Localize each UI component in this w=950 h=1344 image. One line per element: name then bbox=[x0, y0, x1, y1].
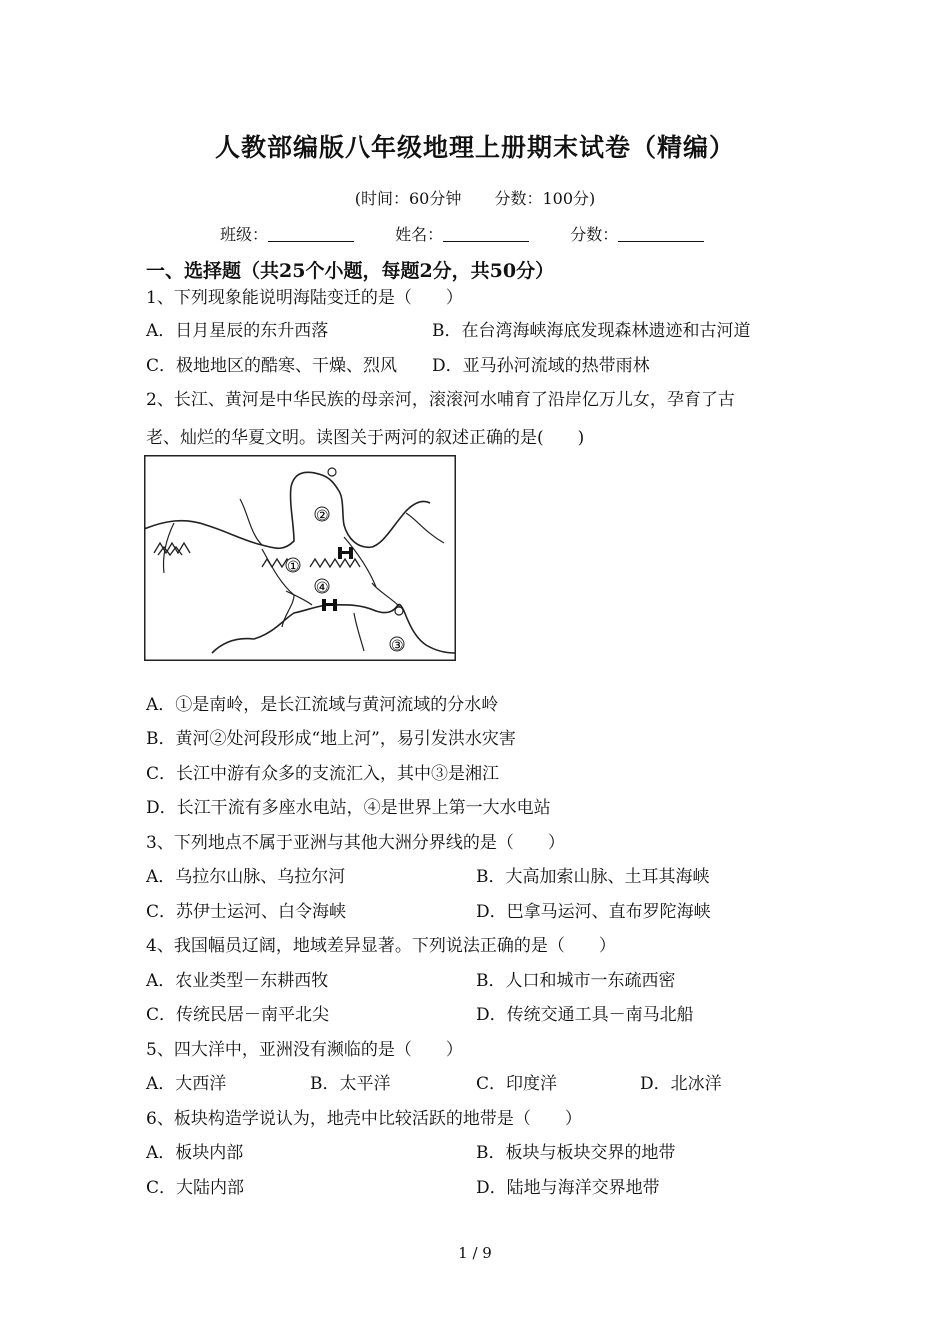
q6-option-d: D．陆地与海洋交界地带 bbox=[476, 1178, 660, 1198]
q1-option-d: D．亚马孙河流域的热带雨林 bbox=[432, 356, 650, 376]
q2-option-b: B．黄河②处河段形成“地上河”，易引发洪水灾害 bbox=[146, 729, 516, 749]
q1-option-b: B．在台湾海峡海底发现森林遗迹和古河道 bbox=[432, 321, 751, 341]
mountain-symbol bbox=[154, 543, 190, 555]
yellow-river-line bbox=[144, 472, 430, 548]
q4-option-d: D．传统交通工具－南马北船 bbox=[476, 1005, 694, 1025]
q5-option-d: D．北冰洋 bbox=[640, 1074, 722, 1094]
q4-stem: 4、我国幅员辽阔，地域差异显著。下列说法正确的是（ ） bbox=[146, 936, 616, 956]
map-label-3: ③ bbox=[391, 638, 404, 654]
q2-option-a: A．①是南岭，是长江流域与黄河流域的分水岭 bbox=[146, 695, 499, 715]
page-title: 人教部编版八年级地理上册期末试卷（精编） bbox=[214, 133, 735, 162]
q2-stem-line2: 老、灿烂的华夏文明。读图关于两河的叙述正确的是( ) bbox=[146, 428, 585, 448]
class-field bbox=[220, 222, 354, 245]
q4-option-b: B．人口和城市一东疏西密 bbox=[476, 971, 676, 991]
q5-option-b: B．太平洋 bbox=[310, 1074, 391, 1094]
q5-stem: 5、四大洋中，亚洲没有濒临的是（ ） bbox=[146, 1040, 463, 1060]
q1-option-a: A．日月星辰的东升西落 bbox=[146, 321, 329, 341]
tributary-line bbox=[286, 591, 312, 605]
tributary-line bbox=[240, 499, 262, 545]
name-label: 姓名： bbox=[395, 225, 444, 244]
q3-option-b: B．大高加索山脉、土耳其海峡 bbox=[476, 867, 710, 887]
score-blank[interactable] bbox=[618, 225, 704, 242]
map-label-2: ② bbox=[316, 508, 329, 524]
map-frame bbox=[145, 456, 456, 661]
q3-option-a: A．乌拉尔山脉、乌拉尔河 bbox=[146, 867, 346, 887]
q5-option-a: A．大西洋 bbox=[146, 1074, 227, 1094]
yangtze-river-line bbox=[212, 604, 455, 653]
lake-marker bbox=[395, 607, 403, 615]
tributary-line bbox=[406, 513, 444, 543]
exam-meta bbox=[0, 186, 950, 209]
lake-marker bbox=[328, 468, 336, 476]
map-label-4: ④ bbox=[316, 580, 329, 596]
exam-total-score: 分数：100分) bbox=[494, 189, 596, 208]
name-blank[interactable] bbox=[443, 225, 529, 242]
score-label: 分数： bbox=[570, 225, 619, 244]
q4-option-c: C．传统民居－南平北尖 bbox=[146, 1005, 330, 1025]
name-field bbox=[395, 222, 529, 245]
mountain-symbol bbox=[310, 559, 360, 567]
q6-option-c: C．大陆内部 bbox=[146, 1178, 245, 1198]
rivers-map bbox=[144, 455, 456, 661]
q3-stem: 3、下列地点不属于亚洲与其他大洲分界线的是（ ） bbox=[146, 833, 565, 853]
q2-option-d: D．长江干流有多座水电站，④是世界上第一大水电站 bbox=[146, 798, 551, 818]
class-blank[interactable] bbox=[268, 225, 354, 242]
q2-option-c: C．长江中游有众多的支流汇入，其中③是湘江 bbox=[146, 764, 500, 784]
q1-option-c: C．极地地区的酷寒、干燥、烈风 bbox=[146, 356, 398, 376]
page-number: 1 / 9 bbox=[458, 1244, 492, 1262]
map-label-1: ① bbox=[287, 559, 300, 575]
q6-option-a: A．板块内部 bbox=[146, 1143, 244, 1163]
score-field bbox=[570, 222, 704, 245]
tributary-line bbox=[354, 613, 364, 651]
class-label: 班级： bbox=[220, 225, 269, 244]
q6-option-b: B．板块与板块交界的地带 bbox=[476, 1143, 676, 1163]
tributary-line bbox=[344, 537, 376, 587]
q2-stem-line1: 2、长江、黄河是中华民族的母亲河，滚滚河水哺育了沿岸亿万儿女，孕育了古 bbox=[146, 390, 735, 410]
student-info-fields bbox=[220, 222, 740, 245]
q4-option-a: A．农业类型－东耕西牧 bbox=[146, 971, 329, 991]
dam-marker bbox=[322, 599, 337, 611]
q1-stem: 1、下列现象能说明海陆变迁的是（ ） bbox=[146, 288, 463, 308]
q5-option-c: C．印度洋 bbox=[476, 1074, 558, 1094]
q3-option-d: D．巴拿马运河、直布罗陀海峡 bbox=[476, 902, 711, 922]
exam-time: (时间：60分钟 bbox=[354, 189, 462, 208]
dam-marker bbox=[338, 547, 353, 559]
section-heading: 一、选择题（共25个小题，每题2分，共50分） bbox=[146, 260, 555, 282]
q6-stem: 6、板块构造学说认为，地壳中比较活跃的地带是（ ） bbox=[146, 1109, 582, 1129]
q3-option-c: C．苏伊士运河、白令海峡 bbox=[146, 902, 347, 922]
